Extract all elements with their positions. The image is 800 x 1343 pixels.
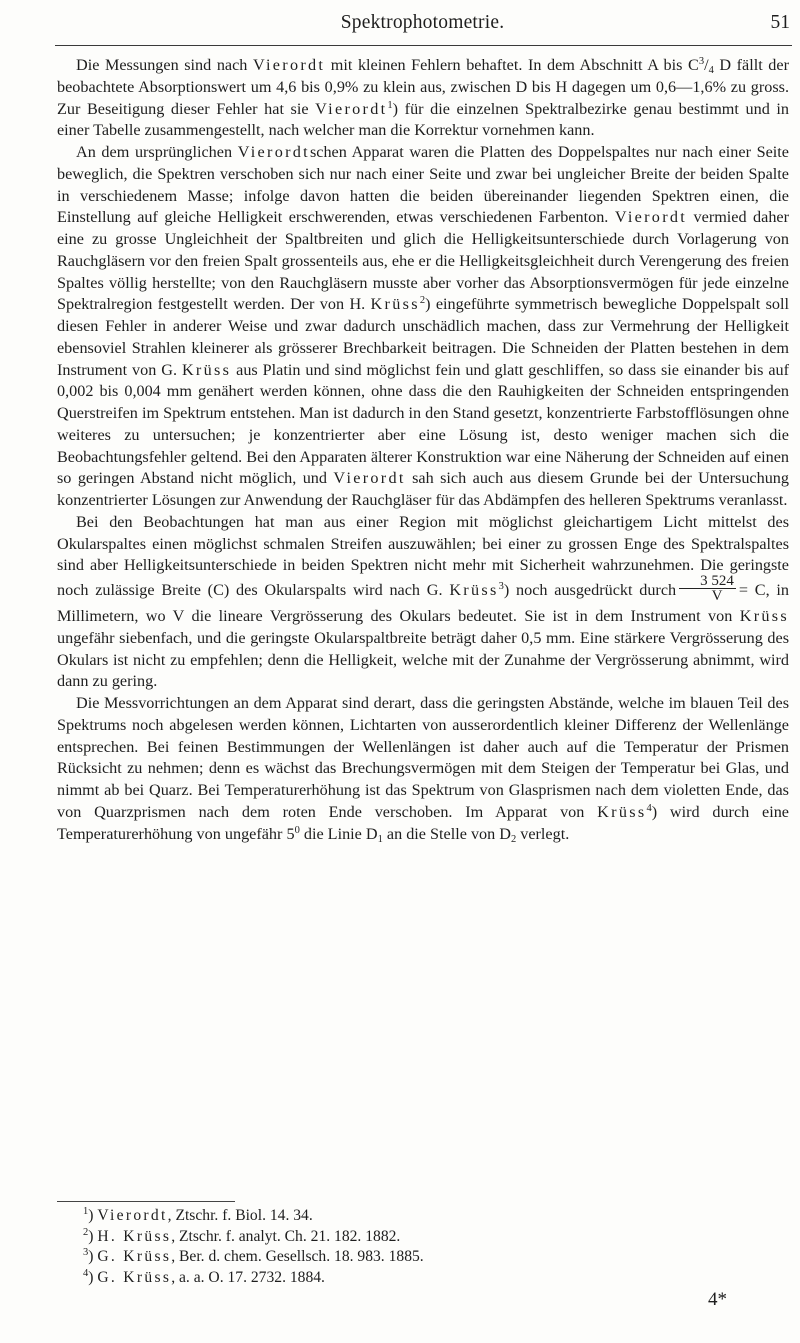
text-run: mit kleinen Fehlern behaftet. In dem Abschnitt A bis C (325, 56, 699, 74)
page-number: 51 (770, 12, 790, 33)
subscript: 2 (510, 833, 517, 845)
footnote-author: G. Krüss (97, 1248, 172, 1265)
superscript: 0 (294, 824, 300, 836)
author-name: Vierordt (614, 208, 688, 227)
author-name: Krüss (370, 295, 420, 314)
subscript: 1 (377, 833, 383, 845)
fraction-denominator: V (711, 588, 723, 604)
footnote-citation: , a. a. O. 17. 2732. 1884. (171, 1268, 325, 1286)
author-name: Krüss (181, 360, 232, 379)
running-title: Spektrophotometrie. (340, 12, 505, 33)
footnote-ref: 1 (387, 99, 393, 111)
footnote-1: $^1$) Vierordt, Ztschr. f. Biol. 14. 34. (83, 1206, 313, 1224)
author-name: Krüss (739, 607, 789, 625)
text-run: ) für die einzelnen Spektralbezirke genau bestimmt und in einer Tabelle zusammengestellt, nach welcher man die Korrektur vornehmen kann. (57, 99, 789, 140)
author-name: Vierordt (252, 56, 326, 74)
footnote-author: G. Krüss (97, 1268, 172, 1286)
text-run: an die Stelle von D (382, 824, 511, 843)
running-head (55, 12, 790, 40)
text-run: die Linie D (299, 824, 378, 843)
paragraph-double-slit (57, 142, 789, 512)
text-run: Die Messvorrichtungen an dem Apparat sind derart, dass die geringsten Abstände, welche im blauen Teil des Spektrums noch abgelesen werden können, Lichtarten von ausserordentlich kleiner Differenz der Wellenlänge entsprechen. Bei feinen Bestimmungen der Wellenlängen ist daher auch auf die Temperatur der Prismen Rücksicht zu nehmen; denn es wächst das Brechungsvermögen mit dem Steigen der Temperatur bei Glas, und nimmt ab bei Quarz. Bei Temperaturerhöhung ist das Spektrum von Glasprismen nach dem violetten Ende, das von Quarzprismen nach dem roten Ende verschoben. Im Apparat von (57, 694, 789, 821)
signature-mark: 4* (708, 1289, 727, 1310)
footnote-citation: , Ber. d. chem. Gesellsch. 18. 983. 1885. (171, 1248, 424, 1265)
footnote-2: $^2$) H. Krüss, Ztschr. f. analyt. Ch. 21. 182. 1882. (83, 1226, 401, 1245)
footnote-citation: , Ztschr. f. analyt. Ch. 21. 182. 1882. (171, 1227, 401, 1245)
footnote-author: H. Krüss (97, 1227, 172, 1245)
paragraph-measurement-errors (57, 55, 789, 142)
footnote-ref: 3 (498, 581, 504, 593)
author-name: Vierordt (333, 469, 406, 488)
text-run: verlegt. (516, 824, 570, 843)
formula-fraction (679, 574, 736, 603)
footnotes (83, 1206, 683, 1288)
paragraph-ocular-slit (57, 512, 789, 693)
footnote-ref: 4 (646, 802, 652, 814)
text-run: Die Messungen sind nach (76, 56, 253, 74)
footnote-ref: 2 (419, 295, 426, 307)
author-name: Vierordt (237, 143, 310, 161)
text-run: Bei den Beobachtungen hat man aus einer Region mit möglichst gleichartigem Licht mittelst des Okularspaltes einen möglichst schmalen Streifen auszuwählen; bei einer zu grossen Enge des Spektralspaltes sind aber Helligkeitsunterschiede in beiden Spektren nicht mehr mit Sicherheit wahrzunehmen. Die geringste noch zulässige Breite (C) des Okularspalts wird nach G. (57, 512, 789, 600)
text-run: sah sich auch aus diesem Grunde bei der Untersuchung konzentrierter Lösungen zur Anwendung der Rauchgläser für das Abdämpfen des helleren Spektrums veranlasst. (57, 469, 789, 509)
text-run: schen Apparat waren die Platten des Doppelspaltes nur nach einer Seite beweglich, die Spektren verschoben sich nur nach einer Seite und zwar bei ungleicher Breite der beiden Spalte in verschiedenem Masse; infolge davon hatten die beiden übereinander liegenden Spektren einen, die Einstellung auf gleiche Helligkeit erschwerenden, etwas verschiedenen Farbenton. (57, 143, 789, 227)
text-run: / (704, 56, 709, 74)
footnote-marker: 2 (83, 1226, 89, 1238)
text-run: ungefähr siebenfach, und die geringste Okularspaltbreite beträgt daher 0,5 mm. Eine stärkere Vergrösserung des Okulars ist nicht zu empfehlen; denn die Helligkeit, welche mit der Zunahme der Vergrösserung abnimmt, wird dann zu gering. (57, 628, 789, 691)
paragraph-temperature (57, 693, 789, 845)
footnote-4: $^4$) G. Krüss, a. a. O. 17. 2732. 1884. (83, 1267, 325, 1286)
fraction-numerator: 3 524 (679, 574, 736, 589)
author-name: Krüss (449, 581, 499, 600)
text-run: ) wird durch eine Temperaturerhöhung von ungefähr 5 (57, 802, 789, 843)
text-run: vermied daher eine zu grosse Ungleichheit der Spaltbreiten und glich die Helligkeitsunterschiede durch Vorlagerung von Rauchgläsern vor den freien Spalt grossenteils aus, ehe er die Helligkeitsgleichheit durch Verengerung des freien Spaltes völlig herstellte; von den Rauchgläsern musste aber vorher das Absorptionsvermögen für jede einzelne Spektralregion festgestellt werden. Der von H. (57, 208, 789, 314)
subscript: 4 (708, 65, 714, 76)
author-name: Vierordt (315, 99, 388, 118)
text-run: D fällt der beobachtete Absorptionswert um 4,6 bis 0,9% zu klein aus, zwischen D bis H dagegen um 0,6—1,6% zu gross. Zur Beseitigung dieser Fehler hat sie (57, 56, 789, 118)
text-run: ) eingeführte symmetrisch bewegliche Doppelspalt soll diesen Fehler in anderer Weise und zwar dadurch unschädlich machen, dass zur Vermehrung der Helligkeit ebensoviel Strahlen kleinerer als grösserer Brechbarkeit beitragen. Die Schneiden der Platten bestehen in dem Instrument von G. (57, 295, 790, 379)
footnote-author: Vierordt (97, 1207, 168, 1224)
header-rule (55, 45, 792, 46)
author-name: Krüss (597, 802, 647, 821)
footnote-rule (57, 1201, 235, 1202)
footnote-marker: 1 (83, 1206, 89, 1217)
footnote-3: $^3$) G. Krüss, Ber. d. chem. Gesellsch. 18. 983. 1885. (83, 1247, 424, 1265)
footnote-marker: 3 (83, 1247, 89, 1258)
text-run: aus Platin und sind möglichst fein und glatt geschliffen, so dass sie einander bis auf 0,002 bis 0,004 mm genähert werden können, ohne dass die den Rauhigkeiten der Schneiden entspringenden Querstreifen im Spektrum entstehen. Man ist dadurch in den Stand gesetzt, konzentrierte Farbstofflösungen ohne weiteres zu untersuchen; je konzentrierter aber eine Lösung ist, desto weniger machen sich die Beobachtungsfehler geltend. Bei den Apparaten älterer Konstruktion war eine Näherung der Schneiden auf einen so geringen Abstand nicht möglich, und (57, 360, 790, 488)
text-run: = C, in Millimetern, wo V die lineare Vergrösserung des Okulars bedeutet. Sie ist in dem Instrument von (57, 581, 789, 625)
body-text (57, 55, 789, 845)
footnote-citation: , Ztschr. f. Biol. 14. 34. (167, 1207, 313, 1224)
superscript: 3 (698, 56, 705, 67)
text-run: An dem ursprünglichen (76, 143, 238, 161)
footnote-marker: 4 (83, 1267, 89, 1279)
text-run: ) noch ausgedrückt durch (503, 581, 677, 600)
